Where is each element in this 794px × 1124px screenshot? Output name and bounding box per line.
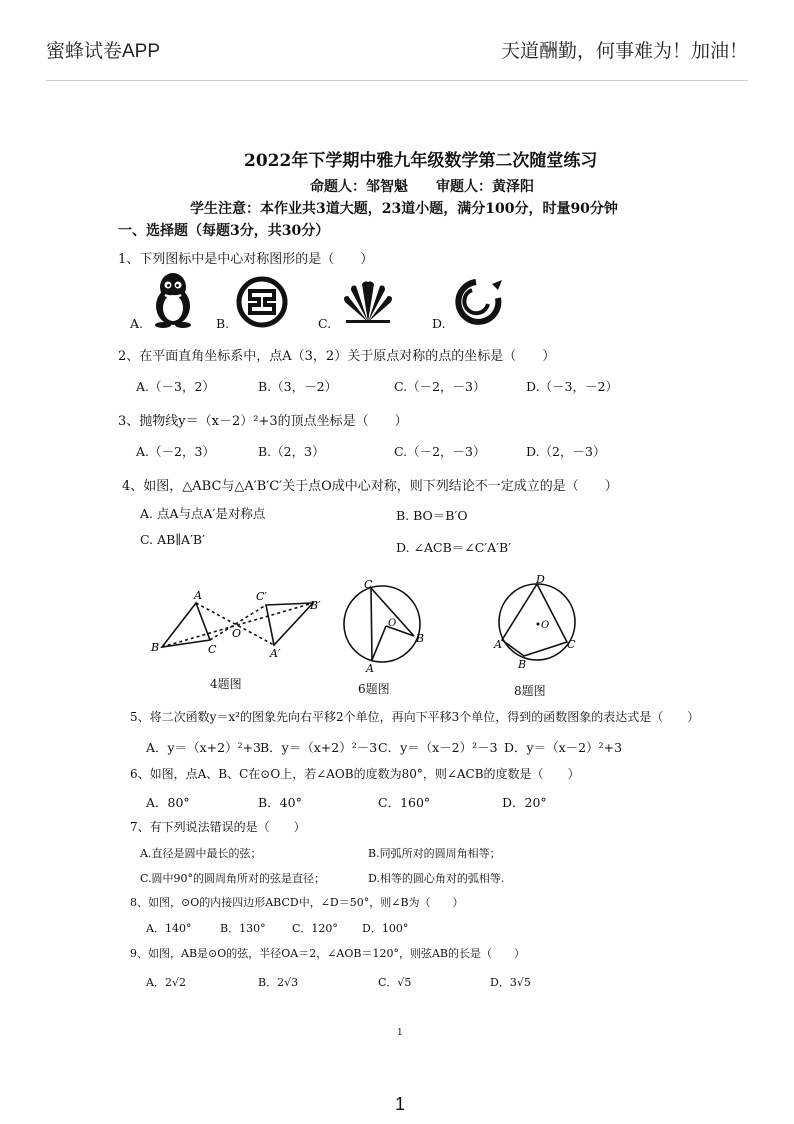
fig8-label-d: D	[536, 574, 545, 586]
page-number-scan: 1	[397, 1028, 403, 1038]
question-6: 6、如图，点A、B、C在⊙O上，若∠AOB的度数为80°，则∠ACB的度数是（ ）	[130, 767, 580, 781]
fig4-label-c-prime: C′	[256, 590, 267, 603]
q5-option-b: B．y＝（x+2）²－3	[260, 740, 378, 755]
q6-option-c: C．160°	[378, 795, 431, 810]
q7-option-d: D.相等的圆心角对的弧相等.	[368, 872, 505, 885]
question-2: 2、在平面直角坐标系中，点A（3，2）关于原点对称的点的坐标是（ ）	[118, 349, 556, 364]
figure-4-caption: 4题图	[210, 677, 242, 691]
q9-option-c: C．√5	[378, 976, 412, 989]
page-title: 2022年下学期中雅九年级数学第二次随堂练习	[244, 151, 598, 171]
q5-option-a: A．y＝（x+2）²+3	[146, 740, 262, 755]
figure-6-diagram	[338, 578, 428, 674]
fan-petal-logo-icon	[340, 280, 396, 324]
fig8-label-a: A	[494, 638, 502, 651]
q4-option-a: A. 点A与点A′是对称点	[140, 506, 266, 521]
q7-option-a: A.直径是圆中最长的弦；	[140, 847, 262, 860]
question-3: 3、抛物线y＝（x－2）²+3的顶点坐标是（ ）	[118, 414, 408, 429]
q2-option-b: B.（3，－2）	[258, 379, 338, 394]
fig8-label-o: O	[541, 620, 550, 631]
question-7: 7、有下列说法错误的是（ ）	[130, 820, 306, 834]
fig8-label-b: B	[518, 658, 527, 671]
fig4-label-a-prime: A′	[270, 647, 281, 660]
q8-option-b: B．130°	[220, 922, 266, 935]
fig6-label-a: A	[366, 662, 374, 674]
header-slogan: 天道酬勤，何事难为！加油！	[500, 41, 748, 62]
question-9: 9、如图，AB是⊙O的弦，半径OA＝2，∠AOB＝120°，则弦AB的长是（ ）	[130, 947, 526, 960]
q6-option-a: A．80°	[146, 795, 190, 810]
page-number: 1	[395, 1094, 406, 1114]
fig4-label-a: A	[194, 589, 202, 602]
q8-option-d: D．100°	[362, 922, 409, 935]
section-heading: 一、选择题（每题3分，共30分）	[118, 223, 330, 239]
q4-option-d: D. ∠ACB＝∠C′A′B′	[396, 540, 512, 555]
q6-option-d: D．20°	[502, 795, 547, 810]
fig6-label-c: C	[364, 578, 373, 591]
notice-line: 学生注意：本作业共3道大题，23道小题，满分100分，时量90分钟	[190, 201, 618, 217]
fig6-label-b: B	[416, 632, 425, 645]
question-1: 1、下列图标中是中心对称图形的是（ ）	[118, 252, 374, 267]
fig8-label-c: C	[567, 638, 576, 651]
fig6-label-o: O	[388, 618, 397, 629]
figure-8-caption: 8题图	[514, 684, 546, 698]
q7-option-b: B.同弧所对的圆周角相等；	[368, 847, 501, 860]
q8-option-a: A．140°	[146, 922, 192, 935]
q9-option-b: B．2√3	[258, 976, 299, 989]
q5-option-c: C．y＝（x－2）²－3	[378, 740, 498, 755]
app-name: 蜜蜂试卷APP	[46, 41, 161, 62]
q1-option-c: C.	[318, 316, 332, 331]
fig4-label-o: O	[232, 627, 242, 640]
question-4: 4、如图，△ABC与△A′B′C′关于点O成中心对称，则下列结论不一定成立的是（ ）	[122, 479, 618, 494]
q4-option-b: B. BO＝B′O	[396, 508, 468, 523]
penguin-icon	[148, 270, 198, 328]
fig4-label-b-prime: B′	[310, 599, 321, 612]
q1-option-d: D.	[432, 316, 446, 331]
fig4-label-b: B	[151, 641, 160, 654]
q1-option-a: A.	[130, 316, 144, 331]
figure-4-diagram	[148, 585, 328, 665]
q3-option-a: A.（－2，3）	[136, 444, 215, 459]
authors-line: 命题人：邹智魁 审题人：黄泽阳	[310, 179, 534, 195]
q4-option-c: C. AB∥A′B′	[140, 532, 205, 547]
q5-option-d: D．y＝（x－2）²+3	[504, 740, 623, 755]
q3-option-c: C.（－2，－3）	[394, 444, 486, 459]
q7-option-c: C.圆中90°的圆周角所对的弦是直径；	[140, 872, 326, 885]
figure-6-caption: 6题图	[358, 682, 390, 696]
fig4-label-c: C	[208, 643, 217, 656]
q3-option-d: D.（2，－3）	[526, 444, 606, 459]
question-8: 8、如图，⊙O的内接四边形ABCD中，∠D＝50°，则∠B为（ ）	[130, 896, 464, 909]
q8-option-c: C．120°	[292, 922, 338, 935]
bank-logo-icon	[236, 276, 288, 328]
q6-option-b: B．40°	[258, 795, 302, 810]
q9-option-a: A．2√2	[146, 976, 186, 989]
q1-option-b: B.	[216, 316, 230, 331]
swirl-logo-icon	[452, 276, 504, 328]
header-divider	[46, 80, 748, 81]
question-5: 5、将二次函数y＝x²的图象先向右平移2个单位，再向下平移3个单位，得到的函数图象的表达式是（ ）	[130, 710, 700, 724]
q2-option-c: C.（－2，－3）	[394, 379, 486, 394]
q2-option-a: A.（－3，2）	[136, 379, 215, 394]
q2-option-d: D.（－3，－2）	[526, 379, 618, 394]
q9-option-d: D．3√5	[490, 976, 531, 989]
q3-option-b: B.（2，3）	[258, 444, 325, 459]
figure-8-diagram	[492, 574, 582, 674]
